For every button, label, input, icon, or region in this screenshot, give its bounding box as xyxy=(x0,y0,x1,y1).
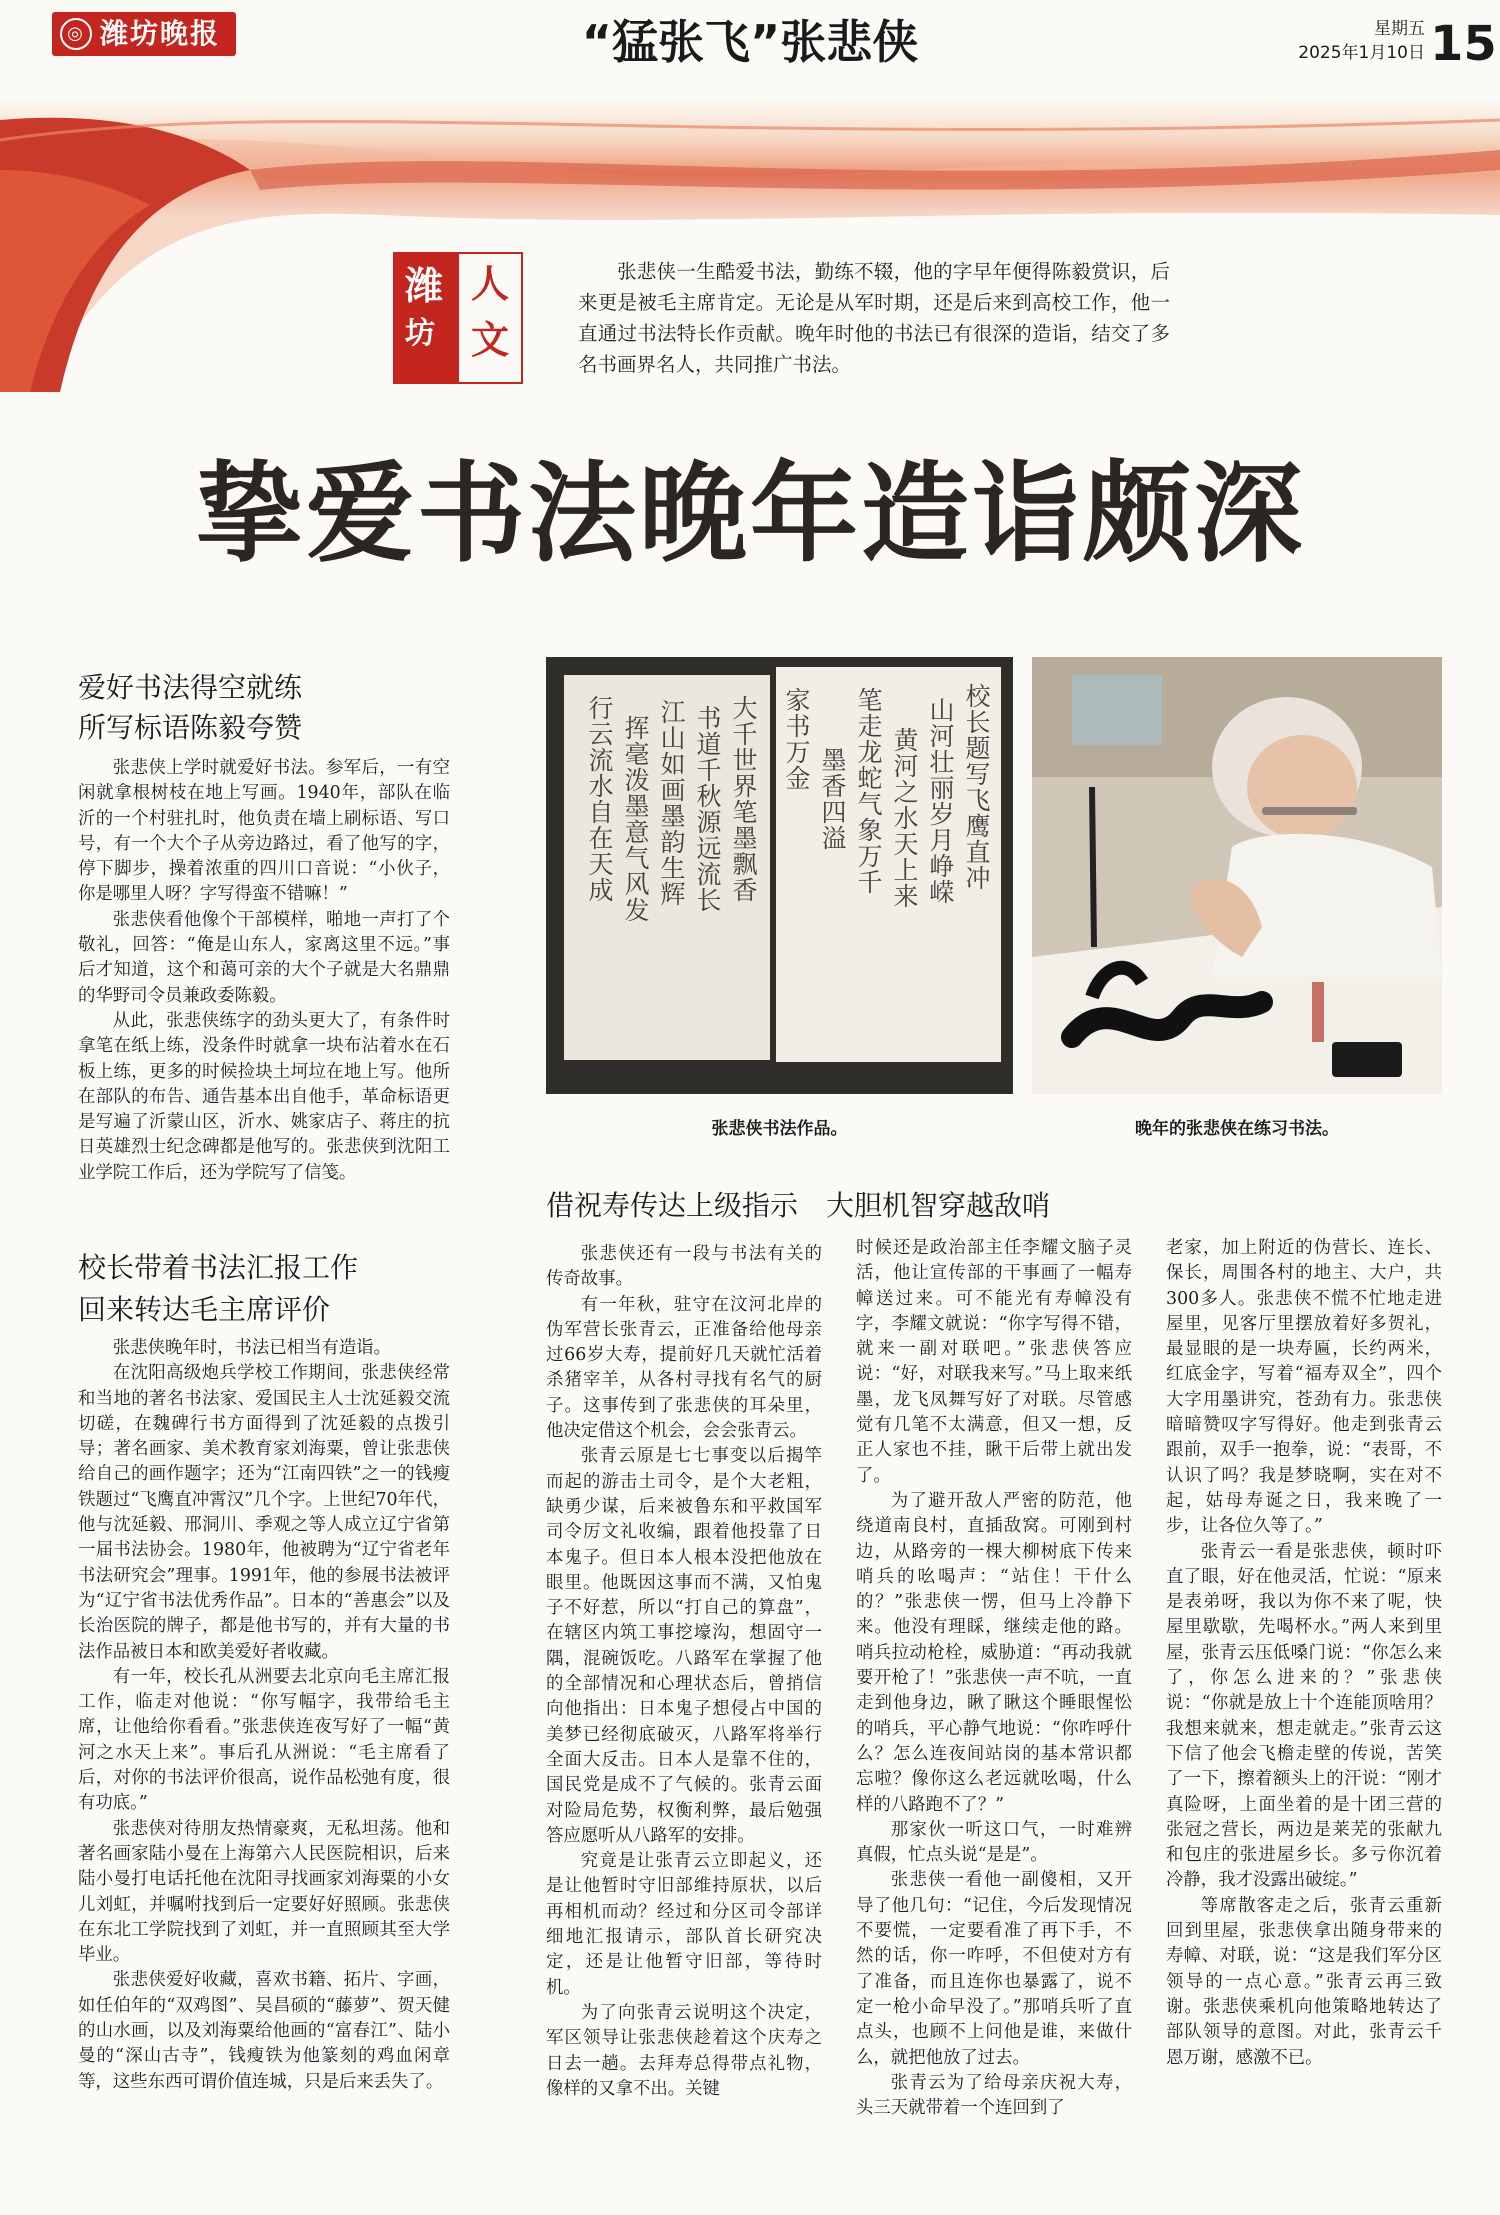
paragraph: 老家，加上附近的伪营长、连长、保长，周围各村的地主、大户，共300多人。张悲侠不慌不忙地走进屋里，见客厅里摆放着好多贺礼，最显眼的是一块寿匾，长约两米，红底金字，写着“福寿双全”，四个大字用墨讲究，苍劲有力。张悲侠暗暗赞叹字写得好。他走到张青云跟前，双手一抱拳，说：“表哥，不认识了吗？我是梦晓啊，实在对不起，姑母寿诞之日，我来晚了一步，让各位久等了。” xyxy=(1166,1238,1442,1537)
paragraph: 为了向张青云说明这个决定，军区领导让张悲侠趁着这个庆寿之日去一趟。去拜寿总得带点礼物，像样的又拿不出。关键 xyxy=(546,2002,822,2099)
paragraph: 张悲侠上学时就爱好书法。参军后，一有空闲就拿根树枝在地上写画。1940年，部队在临沂的一个村驻扎时，他负责在墙上刷标语、写口号，有一个大个子从旁边路过，看了他写的字，停下脚步，操着浓重的四川口音说：“小伙子，你是哪里人呀？字写得蛮不错嘛！” xyxy=(78,758,450,905)
column-seal xyxy=(393,252,525,384)
paragraph: 有一年，校长孔从洲要去北京向毛主席汇报工作，临走对他说：“你写幅字，我带给毛主席，让他给你看看。”张悲侠连夜写好了一幅“黄河之水天上来”。事后孔从洲说：“毛主席看了后，对你的书法评价很高，说作品松弛有度，很有功底。” xyxy=(78,1666,450,1814)
paragraph: 有一年秋，驻守在汶河北岸的伪军营长张青云，正准备给他母亲过66岁大寿，提前好几天就忙活着杀猪宰羊，从各村寻找有名气的厨子。这事传到了张悲侠的耳朵里，他决定借这个机会，会会张青云。 xyxy=(546,1294,822,1442)
issue-date: 2025年1月10日 xyxy=(1298,43,1425,63)
section3-column3 xyxy=(1166,1236,1442,2071)
section2-body xyxy=(78,1336,450,2095)
seal-char: 潍 xyxy=(405,264,444,308)
paragraph: 从此，张悲侠练字的劲头更大了，有条件时拿笔在纸上练，没条件时就拿一块布沾着水在石板上练，更多的时候捡块土坷垃在地上写。他所在部队的布告、通告基本出自他手，革命标语更是写遍了沂蒙山区，沂水、姚家店子、蒋庄的抗日英雄烈士纪念碑都是他写的。张悲侠到沈阳工业学院工作后，还为学院写了信笺。 xyxy=(78,1010,450,1183)
seal-note: 第二季 xyxy=(422,350,433,380)
paragraph: 那家伙一听这口气，一时难辨真假，忙点头说“是是”。 xyxy=(856,1819,1132,1866)
paragraph: 在沈阳高级炮兵学校工作期间，张悲侠经常和当地的著名书法家、爱国民主人士沈延毅交流切磋，在魏碑行书方面得到了沈延毅的点拨引导；著名画家、美术教育家刘海粟，曾让张悲侠给自己的画作题字；还为“江南四铁”之一的钱瘦铁题过“飞鹰直冲霄汉”几个字。上世纪70年代，他与沈延毅、邢洞川、季观之等人成立辽宁省第一届书法协会。1980年，他被聘为“辽宁省老年书法研究会”理事。1991年，他的参展书法被评为“辽宁省书法优秀作品”。日本的“善惠会”以及长治医院的牌子，都是他书写的，并有大量的书法作品被日本和欧美爱好者收藏。 xyxy=(78,1363,450,1662)
weekday: 星期五 xyxy=(1374,19,1425,39)
section1-title-line2: 所写标语陈毅夸赞 xyxy=(78,711,303,744)
intro-paragraph: 张悲侠一生酷爱书法，勤练不辍，他的字早年便得陈毅赏识，后来更是被毛主席肯定。无论是从军时期，还是后来到高校工作，他一直通过书法特长作贡献。晚年时他的书法已有很深的造诣，结交了多名书画界名人，共同推广书法。 xyxy=(578,260,1170,376)
section1-title-line1: 爱好书法得空就练 xyxy=(78,671,303,704)
newspaper-logo xyxy=(52,12,236,56)
logo-mark-icon: ◎ xyxy=(60,18,92,50)
paragraph: 张悲侠看他像个干部模样，啪地一声打了个敬礼，回答：“俺是山东人，家离这里不远。”事后才知道，这个和蔼可亲的大个子就是大名鼎鼎的华野司令员兼政委陈毅。 xyxy=(78,909,450,1006)
seal-outline-block xyxy=(457,252,523,384)
writing-photo-illustration xyxy=(1032,657,1442,1094)
writing-caption: 晚年的张悲侠在练习书法。 xyxy=(1135,1119,1339,1139)
page-number: 15 xyxy=(1430,16,1497,72)
section2-title-line1: 校长带着书法汇报工作 xyxy=(78,1251,359,1284)
seal-char: 人 xyxy=(471,262,510,306)
book-page-right: 校长题写飞鹰直冲 山河壮丽岁月峥嵘 黄河之水天上来 笔走龙蛇气象万千 墨香四溢 家书万金 xyxy=(776,667,1001,1062)
section3-column2 xyxy=(856,1236,1132,2121)
section2-title-line2: 回来转达毛主席评价 xyxy=(78,1293,331,1326)
calligraphy-caption: 张悲侠书法作品。 xyxy=(711,1119,848,1139)
book-page-left: 大千世界笔墨飘香 书道千秋源远流长 江山如画墨韵生辉 挥毫泼墨意气风发 行云流水自在天成 xyxy=(564,675,770,1060)
logo-text: 潍坊晚报 xyxy=(100,17,221,50)
paragraph: 张青云一看是张悲侠，顿时吓直了眼，好在他灵活，忙说：“原来是表弟呀，我以为你不来了呢，快屋里歇歇，先喝杯水。”两人来到里屋，张青云压低嗓门说：“你怎么来了，你怎么进来的？”张悲侠说：“你就是放上十个连能顶啥用？我想来就来，想走就走。”张青云这下信了他会飞檐走壁的传说，苦笑了一下，擦着额头上的汗说：“刚才真险呀，上面坐着的是十团三营的张冠之营长，两边是莱芜的张献九和包庄的张进屋乡长。多亏你沉着冷静，我才没露出破绽。” xyxy=(1166,1541,1442,1891)
seal-char: 坊 xyxy=(405,316,435,351)
paragraph: 张悲侠晚年时，书法已相当有造诣。 xyxy=(112,1338,392,1358)
paragraph: 张青云原是七七事变以后揭竿而起的游击土司令，是个大老粗，缺勇少谋，后来被鲁东和平救国军司令厉文礼收编，跟着他投靠了日本鬼子。但日本人根本没把他放在眼里。他既因这事而不满，又怕鬼子不好惹，所以“打自己的算盘”，在辖区内筑工事挖壕沟，想固守一隅，混碗饭吃。八路军在掌握了他的全部情况和心理状态后，曾捎信向他指出：日本鬼子想侵占中国的美梦已经彻底破灭，八路军将举行全面大反击。日本人是靠不住的，国民党是成不了气候的。张青云面对险局危势，权衡利弊，最后勉强答应愿听从八路军的安排。 xyxy=(546,1446,822,1846)
paragraph: 张青云为了给母亲庆祝大寿，头三天就带着一个连回到了 xyxy=(856,2072,1132,2119)
headline: 挚爱书法晚年造诣颇深 xyxy=(194,452,1305,577)
writing-photo xyxy=(1032,657,1442,1094)
section3-column1 xyxy=(546,1242,822,2102)
paragraph: 张悲侠一看他一副傻相，又开导了他几句：“记住，今后发现情况不要慌，一定要看准了再下手，不然的话，你一咋呼，不但使对方有了准备，而且连你也暴露了，说不定一枪小命早没了。”那哨兵听了直点头，也顾不上问他是谁，来做什么，就把他放了过去。 xyxy=(856,1870,1132,2068)
seal-char: 文 xyxy=(471,318,510,362)
paragraph: 张悲侠爱好收藏，喜欢书籍、拓片、字画，如任伯年的“双鸡图”、吴昌硕的“藤萝”、贺天健的山水画，以及刘海粟给他画的“富春江”、陆小曼的“深山古寺”，钱瘦铁为他篆刻的鸡血闲章等，这些东西可谓价值连城，只是后来丢失了。 xyxy=(78,1970,450,2092)
page-topic: “猛张飞”张悲侠 xyxy=(581,15,919,69)
paragraph: 等席散客走之后，张青云重新回到里屋，张悲侠拿出随身带来的寿幛、对联，说：“这是我们军分区领导的一点心意。”张青云再三致谢。张悲侠乘机向他策略地转达了部队领导的意图。对此，张青云千恩万谢，感激不已。 xyxy=(1166,1895,1442,2068)
section1-body xyxy=(78,756,450,1186)
paragraph: 张悲侠对待朋友热情豪爽，无私坦荡。他和著名画家陆小曼在上海第六人民医院相识，后来陆小曼打电话托他在沈阳寻找画家刘海粟的小女儿刘虹，并嘱咐找到后一定要好好照顾。张悲侠在东北工学院找到了刘虹，并一直照顾其至大学毕业。 xyxy=(78,1818,450,1966)
paragraph: 时候还是政治部主任李耀文脑子灵活，他让宣传部的干事画了一幅寿幛送过来。可不能光有寿幛没有字，李耀文就说：“你字写得不错，就来一副对联吧。”张悲侠答应说：“好，对联我来写。”马上取来纸墨，龙飞凤舞写好了对联。尽管感觉有几笔不太满意，但又一想，反正人家也不挂，瞅干后带上就出发了。 xyxy=(856,1238,1132,1486)
paragraph: 为了避开敌人严密的防范，他绕道南良村，直插敌窝。可刚到村边，从路旁的一棵大柳树底下传来哨兵的吆喝声：“站住！干什么的？”张悲侠一愣，但马上冷静下来。他没有理睬，继续走他的路。哨兵拉动枪栓，威胁道：“再动我就要开枪了！”张悲侠一声不吭，一直走到他身边，瞅了瞅这个睡眼惺忪的哨兵，平心静气地说：“你咋呼什么？怎么连夜间站岗的基本常识都忘啦？像你这么老远就吆喝，什么样的八路跑不了？” xyxy=(856,1490,1132,1815)
calligraphy-photo xyxy=(546,657,1013,1094)
section3-title: 借祝寿传达上级指示 大胆机智穿越敌哨 xyxy=(546,1189,1051,1222)
paragraph: 张悲侠还有一段与书法有关的传奇故事。 xyxy=(546,1244,822,1290)
paragraph: 究竟是让张青云立即起义，还是让他暂时守旧部维持原状，以后再相机而动？经过和分区司令部详细地汇报请示，部队首长研究决定，还是让他暂守旧部，等待时机。 xyxy=(546,1851,822,1998)
